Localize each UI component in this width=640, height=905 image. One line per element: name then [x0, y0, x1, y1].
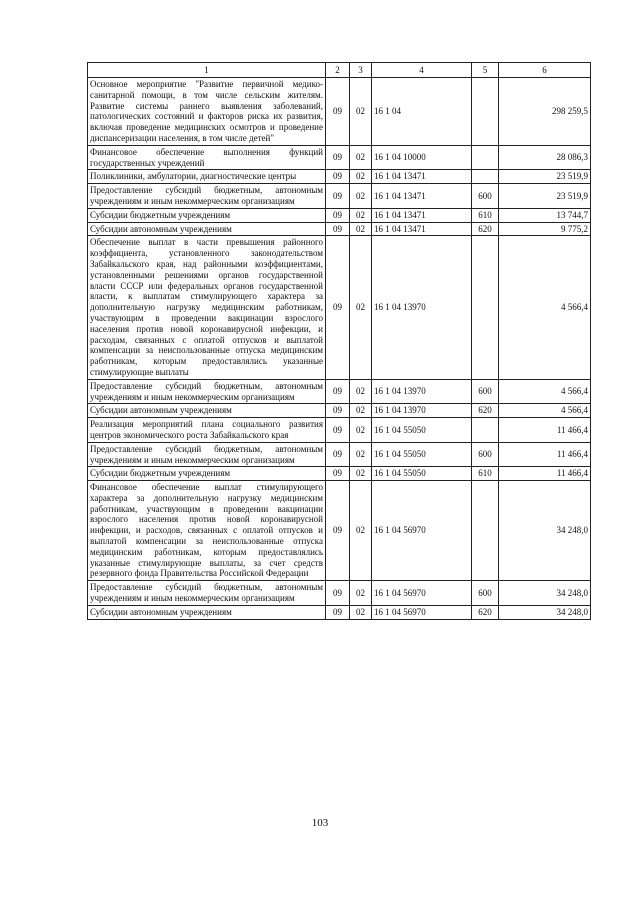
- row-target-code: 16 1 04 13970: [372, 404, 472, 418]
- row-subsection: 02: [350, 404, 372, 418]
- row-subsection: 02: [350, 605, 372, 619]
- row-section: 09: [326, 481, 350, 581]
- row-target-code: 16 1 04 13471: [372, 184, 472, 209]
- row-section: 09: [326, 442, 350, 467]
- row-amount: 4 566,4: [499, 236, 591, 379]
- row-subsection: 02: [350, 236, 372, 379]
- row-expense-type: 620: [472, 605, 499, 619]
- row-name: Субсидии автономным учреждениям: [88, 605, 326, 619]
- row-name: Предоставление субсидий бюджетным, автономным учреждениям и иным некоммерческим организациям: [88, 442, 326, 467]
- table-row: [88, 581, 591, 606]
- row-subsection: 02: [350, 581, 372, 606]
- table-row: [88, 467, 591, 481]
- row-subsection: 02: [350, 442, 372, 467]
- table-row: [88, 222, 591, 236]
- row-name: Субсидии автономным учреждениям: [88, 404, 326, 418]
- row-section: 09: [326, 236, 350, 379]
- row-expense-type: [472, 481, 499, 581]
- row-amount: 11 466,4: [499, 467, 591, 481]
- row-amount: 13 744,7: [499, 208, 591, 222]
- row-name: Субсидии автономным учреждениям: [88, 222, 326, 236]
- row-amount: 4 566,4: [499, 379, 591, 404]
- row-section: 09: [326, 170, 350, 184]
- table-row: [88, 379, 591, 404]
- row-subsection: 02: [350, 467, 372, 481]
- row-name: Предоставление субсидий бюджетным, автономным учреждениям и иным некоммерческим организациям: [88, 184, 326, 209]
- row-section: 09: [326, 581, 350, 606]
- row-section: 09: [326, 467, 350, 481]
- row-subsection: 02: [350, 418, 372, 443]
- row-amount: 28 086,3: [499, 145, 591, 170]
- budget-table: [87, 62, 591, 620]
- row-amount: 298 259,5: [499, 78, 591, 146]
- row-section: 09: [326, 404, 350, 418]
- row-subsection: 02: [350, 222, 372, 236]
- row-name: Предоставление субсидий бюджетным, автономным учреждениям и иным некоммерческим организациям: [88, 379, 326, 404]
- row-section: 09: [326, 379, 350, 404]
- row-expense-type: 600: [472, 379, 499, 404]
- row-section: 09: [326, 184, 350, 209]
- row-amount: 23 519,9: [499, 184, 591, 209]
- row-section: 09: [326, 222, 350, 236]
- row-name: Субсидии бюджетным учреждениям: [88, 208, 326, 222]
- row-target-code: 16 1 04 56970: [372, 605, 472, 619]
- row-name: Субсидии бюджетным учреждениям: [88, 467, 326, 481]
- row-amount: 9 775,2: [499, 222, 591, 236]
- row-expense-type: [472, 236, 499, 379]
- header-col-3: 3: [350, 63, 372, 78]
- row-expense-type: 600: [472, 184, 499, 209]
- header-col-5: 5: [472, 63, 499, 78]
- row-section: 09: [326, 78, 350, 146]
- row-target-code: 16 1 04 56970: [372, 581, 472, 606]
- row-amount: 11 466,4: [499, 442, 591, 467]
- row-section: 09: [326, 208, 350, 222]
- row-subsection: 02: [350, 78, 372, 146]
- row-expense-type: [472, 145, 499, 170]
- row-expense-type: 600: [472, 581, 499, 606]
- row-expense-type: 610: [472, 208, 499, 222]
- table-row: [88, 145, 591, 170]
- row-expense-type: 620: [472, 222, 499, 236]
- table-row: [88, 236, 591, 379]
- row-target-code: 16 1 04 13471: [372, 170, 472, 184]
- row-target-code: 16 1 04 55050: [372, 467, 472, 481]
- row-expense-type: [472, 78, 499, 146]
- header-col-2: 2: [326, 63, 350, 78]
- row-expense-type: 610: [472, 467, 499, 481]
- row-subsection: 02: [350, 184, 372, 209]
- header-col-1: 1: [88, 63, 326, 78]
- row-expense-type: 600: [472, 442, 499, 467]
- row-target-code: 16 1 04 13471: [372, 208, 472, 222]
- row-amount: 4 566,4: [499, 404, 591, 418]
- table-row: [88, 481, 591, 581]
- header-row: [88, 63, 591, 78]
- row-name: Предоставление субсидий бюджетным, автономным учреждениям и иным некоммерческим организациям: [88, 581, 326, 606]
- row-subsection: 02: [350, 208, 372, 222]
- row-target-code: 16 1 04 56970: [372, 481, 472, 581]
- table-row: [88, 442, 591, 467]
- table-row: [88, 605, 591, 619]
- page-number: 103: [311, 817, 329, 829]
- row-amount: 11 466,4: [499, 418, 591, 443]
- row-expense-type: 620: [472, 404, 499, 418]
- row-section: 09: [326, 145, 350, 170]
- row-amount: 34 248,0: [499, 581, 591, 606]
- row-name: Финансовое обеспечение выполнения функций государственных учреждений: [88, 145, 326, 170]
- table-row: [88, 208, 591, 222]
- row-section: 09: [326, 605, 350, 619]
- row-target-code: 16 1 04 13970: [372, 379, 472, 404]
- table-row: [88, 184, 591, 209]
- row-target-code: 16 1 04 55050: [372, 442, 472, 467]
- row-amount: 34 248,0: [499, 481, 591, 581]
- row-expense-type: [472, 418, 499, 443]
- table-row: [88, 418, 591, 443]
- row-subsection: 02: [350, 379, 372, 404]
- header-col-6: 6: [499, 63, 591, 78]
- row-subsection: 02: [350, 170, 372, 184]
- table-row: [88, 78, 591, 146]
- table-row: [88, 404, 591, 418]
- row-subsection: 02: [350, 481, 372, 581]
- row-name: Основное мероприятие "Развитие первичной медико-санитарной помощи, в том числе сельским жителям. Развитие системы раннего выявления заболеваний, патологических состояний и факторов риска их развития, включая проведение медицинских осмотров и проведение диспансеризации населения, в том числе детей": [88, 78, 326, 146]
- row-name: Финансовое обеспечение выплат стимулирующего характера за дополнительную нагрузку медицинским работникам, участвующим в проведении вакцинации взрослого населения против новой коронавирусной инфекции, и расходов, связанных с оплатой отпусков и выплатой компенсации за неиспользованные отпуска медицинским работникам, которым предоставлялись указанные стимулирующие выплаты, за счет средств резервного фонда Правительства Российской Федерации: [88, 481, 326, 581]
- row-target-code: 16 1 04 10000: [372, 145, 472, 170]
- row-subsection: 02: [350, 145, 372, 170]
- row-target-code: 16 1 04: [372, 78, 472, 146]
- row-amount: 23 519,9: [499, 170, 591, 184]
- row-name: Реализация мероприятий плана социального развития центров экономического роста Забайкальского края: [88, 418, 326, 443]
- row-name: Поликлиники, амбулатории, диагностические центры: [88, 170, 326, 184]
- row-target-code: 16 1 04 13970: [372, 236, 472, 379]
- row-expense-type: [472, 170, 499, 184]
- row-name: Обеспечение выплат в части превышения районного коэффициента, установленного законодательством Забайкальского края, над районными коэффициентами, установленными решениями органов государственной власти СССР или федеральных органов государственной власти, к выплатам стимулирующего характера за дополнительную нагрузку медицинским работникам, участвующим в проведении вакцинации взрослого населения против новой коронавирусной инфекции, и расходам, связанных с оплатой отпусков и выплатой компенсации за неиспользованные отпуска медицинским работникам, которым предоставлялись указанные стимулирующие выплаты: [88, 236, 326, 379]
- row-section: 09: [326, 418, 350, 443]
- table-row: [88, 170, 591, 184]
- row-target-code: 16 1 04 13471: [372, 222, 472, 236]
- row-target-code: 16 1 04 55050: [372, 418, 472, 443]
- header-col-4: 4: [372, 63, 472, 78]
- row-amount: 34 248,0: [499, 605, 591, 619]
